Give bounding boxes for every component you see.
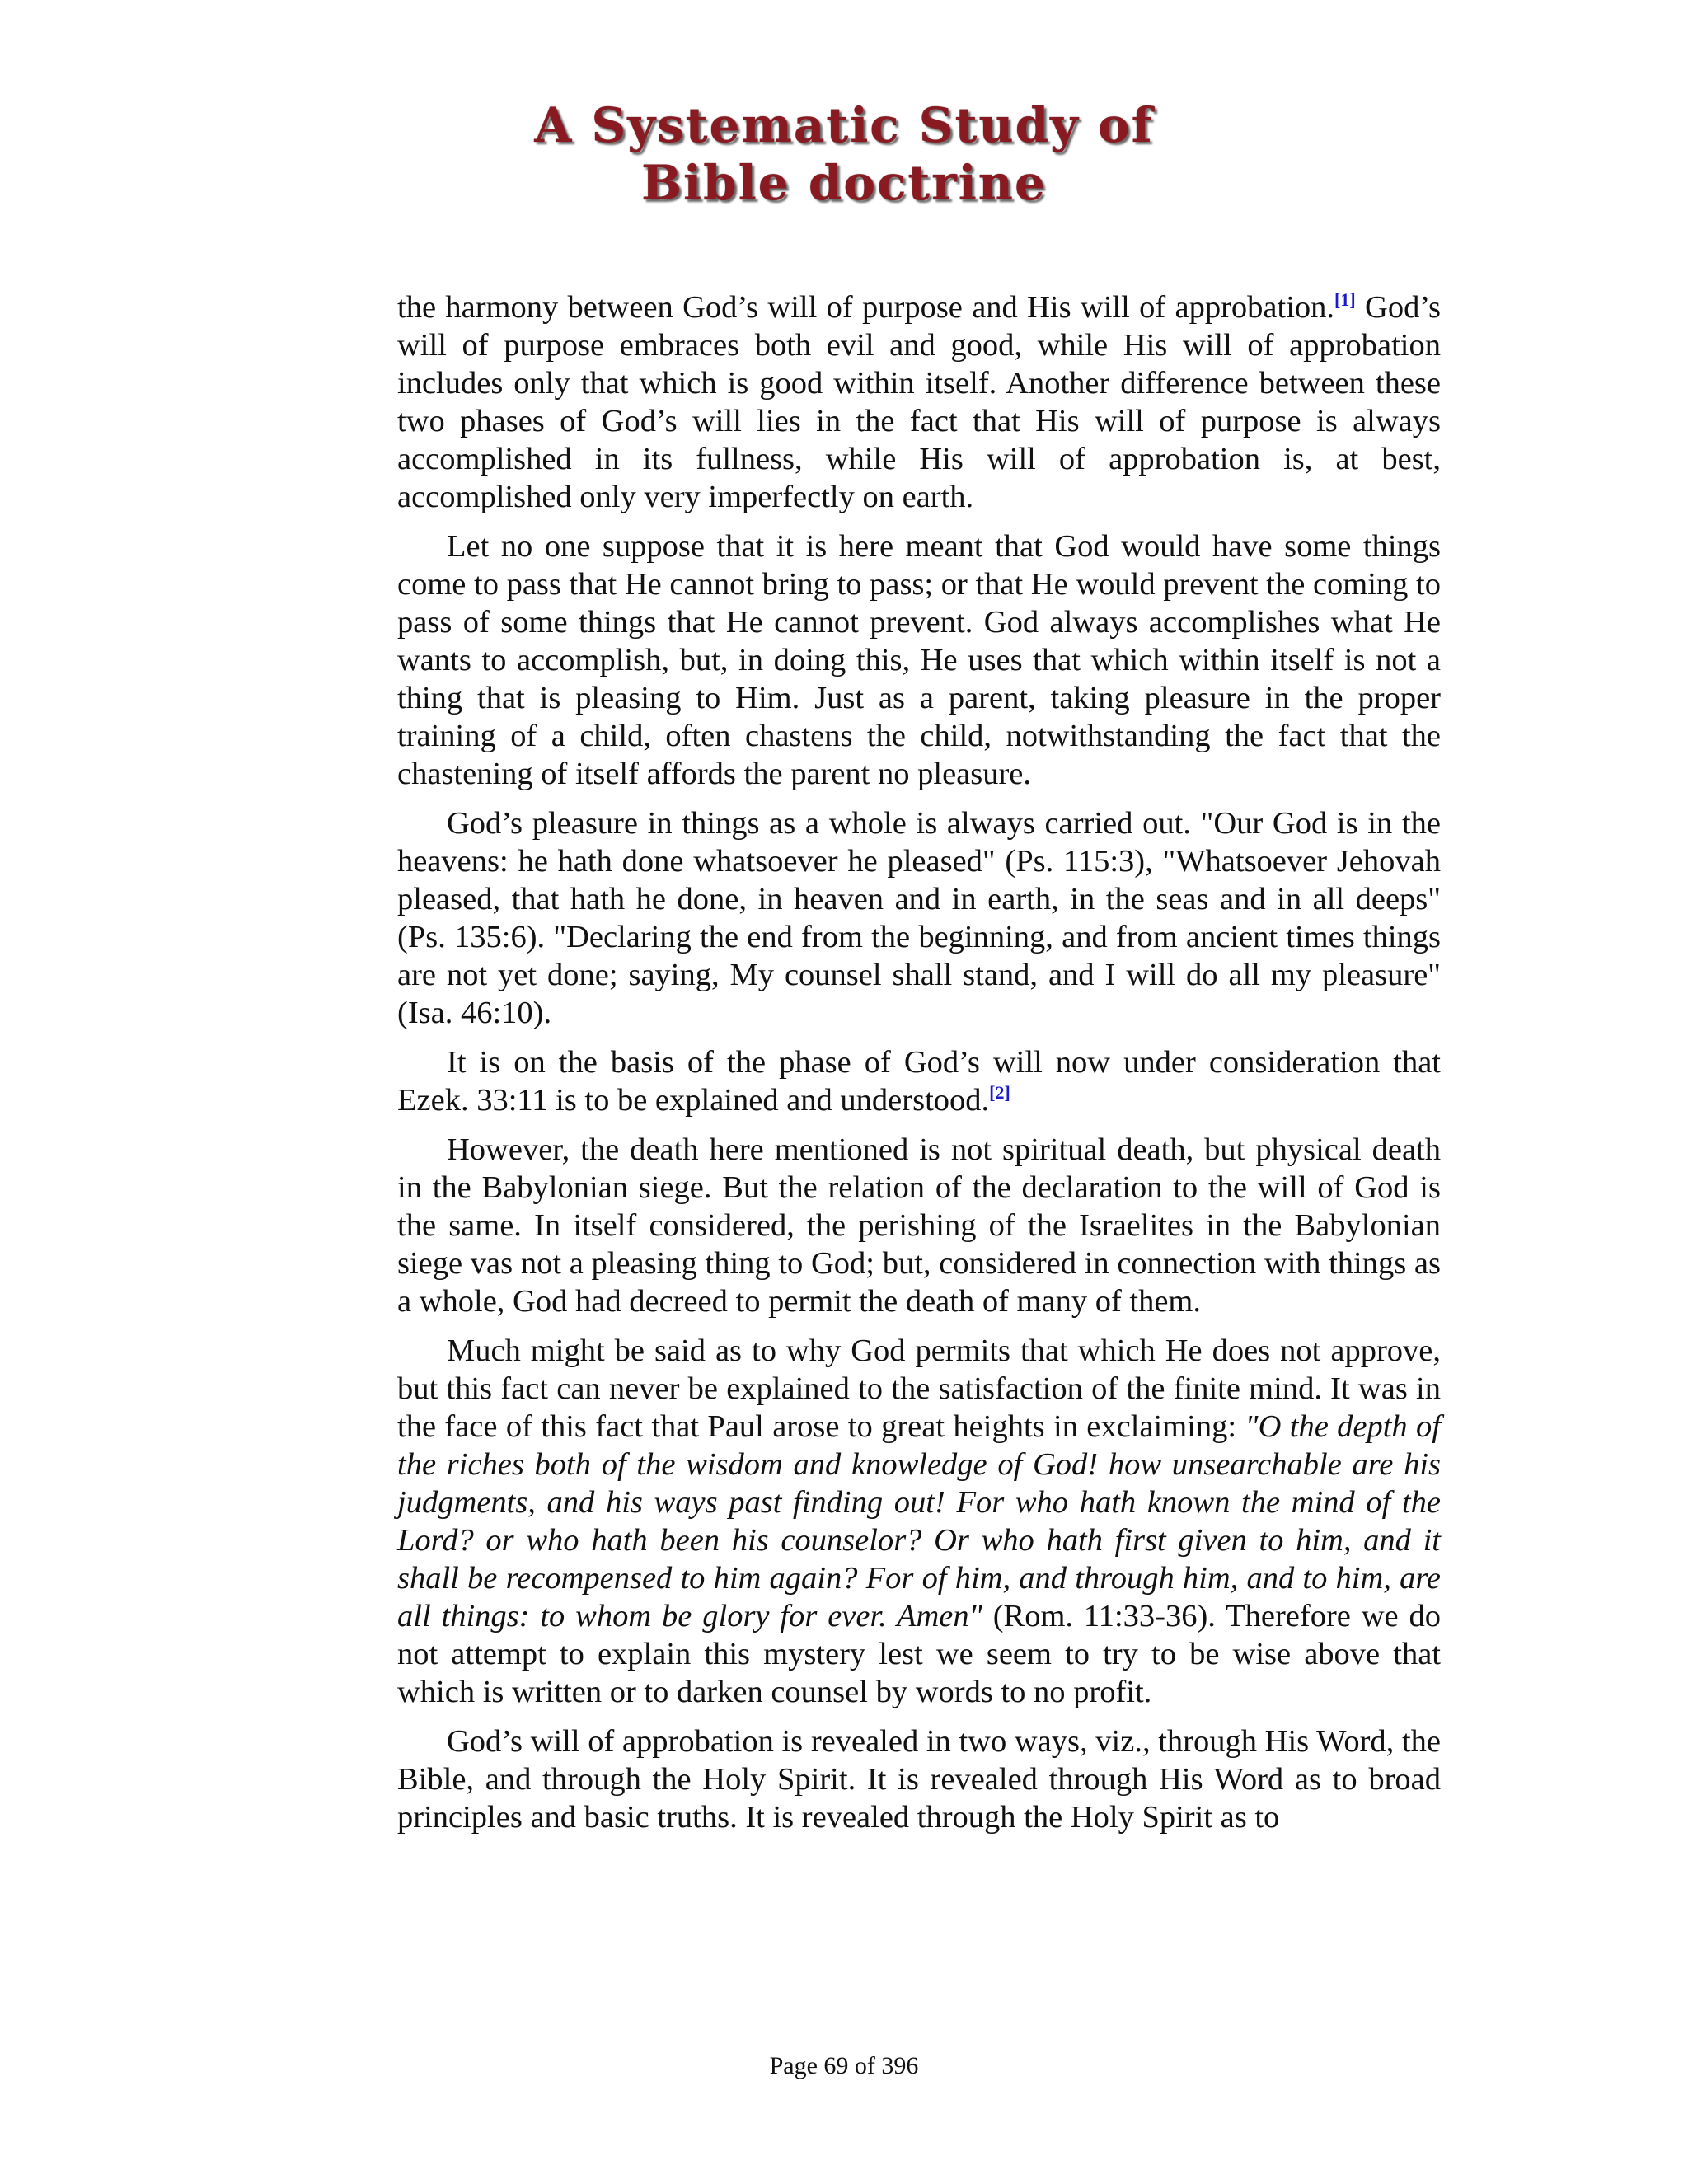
- paragraph-6: [397, 1332, 1441, 1711]
- paragraph-2: Let no one suppose that it is here meant that God would have some things come to pass that He cannot bring to pass; or that He would prevent the coming to pass of some things that He cannot prevent. God always accomplishes what He wants to accomplish, but, in doing this, He uses that which within itself is not a thing that is pleasing to Him. Just as a parent, taking pleasure in the proper training of a child, often chastens the child, notwithstanding the fact that the chastening of itself affords the parent no pleasure.: [397, 529, 1441, 791]
- book-title-logo: [0, 97, 1688, 212]
- paragraph-4-text: It is on the basis of the phase of God’s will now under consideration that Ezek. 33:11 is to be explained and understood.: [397, 1045, 1441, 1118]
- book-title-line-2: Bible doctrine: [641, 154, 1047, 211]
- paragraph-6-text: Much might be said as to why God permits that which He does not approve, but this fact can never be explained to the satisfaction of the finite mind. It was in the face of this fact that Paul arose to great heights in exclaiming:: [397, 1333, 1441, 1444]
- scripture-quote: "O the depth of the riches both of the wisdom and knowledge of God! how unsearchable are his judgments, and his ways past finding out! For who hath known the mind of the Lord? or who hath been his counselor? Or who hath first given to him, and it shall be recompensed to him again? For of him, and through him, and to him, are all things: to whom be glory for ever. Amen": [397, 1409, 1441, 1633]
- paragraph-1: [397, 288, 1441, 516]
- paragraph-3: God’s pleasure in things as a whole is always carried out. "Our God is in the heavens: he hath done whatsoever he pleased" (Ps. 115:3), "Whatsoever Jehovah pleased, that hath he done, in heaven and in earth, in the seas and in all deeps" (Ps. 135:6). "Declaring the end from the beginning, and from ancient times things are not yet done; saying, My counsel shall stand, and I will do all my pleasure" (Isa. 46:10).: [397, 806, 1441, 1030]
- paragraph-6-continued: (Rom. 11:33-36). Therefore we do not attempt to explain this mystery lest we seem to try to be wise above that which is written or to darken counsel by words to no profit.: [397, 1599, 1441, 1709]
- paragraph-7: God’s will of approbation is revealed in two ways, viz., through His Word, the Bible, and through the Holy Spirit. It is revealed through His Word as to broad principles and basic truths. It is revealed through the Holy Spirit as to: [397, 1724, 1441, 1835]
- paragraph-1-continued: God’s will of purpose embraces both evil and good, while His will of approbation includes only that which is good within itself. Another difference between these two phases of God’s will lies in the fact that His will of purpose is always accomplished in its fullness, while His will of approbation is, at best, accomplished only very imperfectly on earth.: [397, 290, 1442, 514]
- paragraph-1-text: the harmony between God’s will of purpose and His will of approbation.: [397, 290, 1335, 325]
- paragraph-5: However, the death here mentioned is not spiritual death, but physical death in the Babylonian siege. But the relation of the declaration to the will of God is the same. In itself considered, the perishing of the Israelites in the Babylonian siege vas not a pleasing thing to God; but, considered in connection with things as a whole, God had decreed to permit the death of many of them.: [397, 1132, 1441, 1319]
- book-title-line-1: A Systematic Study of: [534, 97, 1154, 153]
- page-body: [397, 288, 1441, 1848]
- paragraph-4: [397, 1043, 1441, 1119]
- footnote-link-2[interactable]: [2]: [989, 1082, 1010, 1104]
- footnote-link-1[interactable]: [1]: [1334, 289, 1356, 311]
- page-number: Page 69 of 396: [769, 2052, 919, 2079]
